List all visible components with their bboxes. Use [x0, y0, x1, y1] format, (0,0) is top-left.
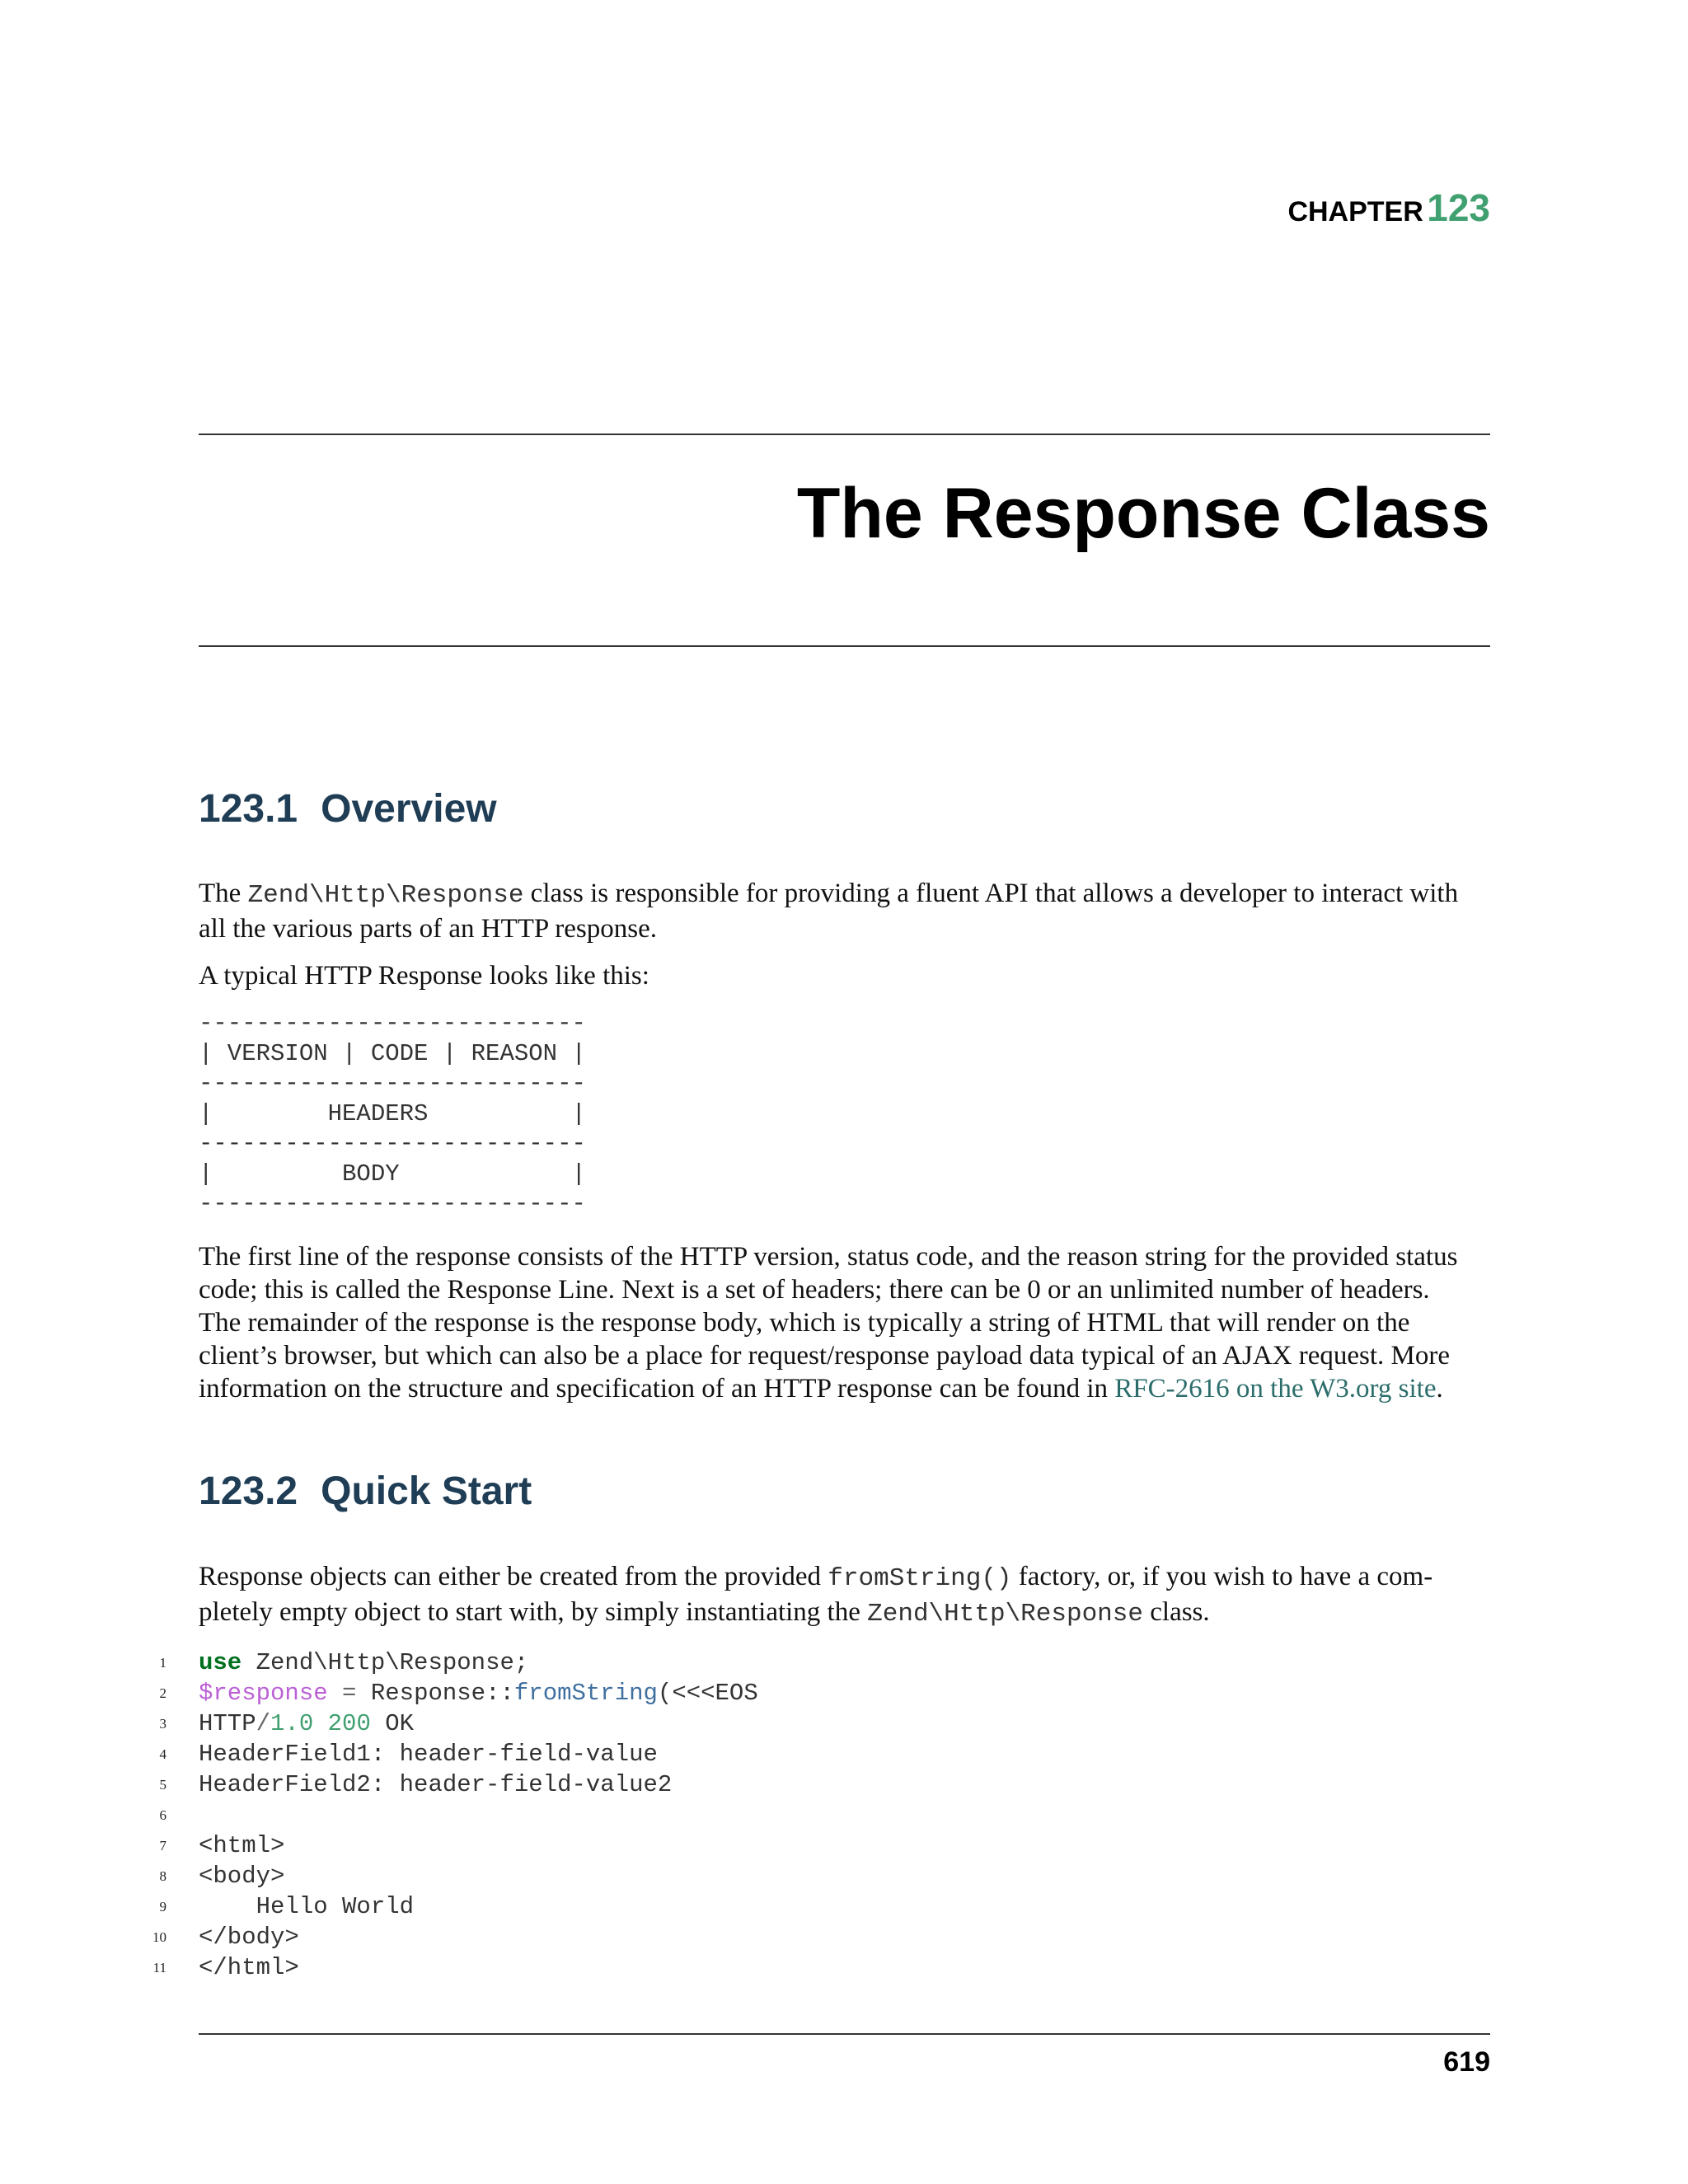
code-line: [0, 1952, 1490, 1983]
code-line: [0, 1769, 1490, 1800]
line-number: 2: [159, 1685, 166, 1701]
line-number: 7: [159, 1838, 166, 1854]
line-number: 10: [152, 1929, 166, 1945]
code-text: OK: [370, 1710, 415, 1737]
line-number: 8: [159, 1868, 166, 1884]
diagram-line: | HEADERS |: [199, 1099, 586, 1127]
page-title: The Response Class: [796, 474, 1490, 553]
inline-code: fromString(): [828, 1564, 1012, 1593]
footer-rule: [199, 2033, 1490, 2035]
code-text: Response::: [370, 1680, 514, 1707]
response-structure-diagram: [199, 1009, 586, 1220]
code-line: [0, 1922, 1490, 1952]
operator: =: [327, 1680, 371, 1707]
function-name: fromString: [513, 1680, 658, 1707]
overview-paragraph-2: A typical HTTP Response looks like this:: [199, 961, 649, 991]
text: .: [1436, 1374, 1443, 1404]
code-line: [0, 1678, 1490, 1708]
code-text: </body>: [199, 1924, 299, 1951]
text: code; this is called the Response Line. Next is a set of headers; there can be 0 or an unlimited number of headers.: [199, 1275, 1430, 1305]
section-title: Overview: [321, 787, 497, 831]
section-number: 123.2: [199, 1469, 298, 1513]
text: The first line of the response consists of the HTTP version, status code, and the reason string for the provided status: [199, 1242, 1458, 1272]
text: information on the structure and specification of an HTTP response can be found in: [199, 1374, 1115, 1404]
page-number: 619: [1443, 2046, 1490, 2078]
text: class is responsible for providing a fluent API that allows a developer to interact with: [523, 879, 1459, 908]
chapter-number: 123: [1427, 186, 1490, 229]
code-text: HeaderField1: header-field-value: [199, 1741, 658, 1768]
code-text: HeaderField2: header-field-value2: [199, 1771, 673, 1798]
section-title: Quick Start: [321, 1469, 532, 1513]
code-line: [0, 1830, 1490, 1861]
diagram-line: ---------------------------: [199, 1130, 586, 1157]
diagram-line: | BODY |: [199, 1160, 586, 1188]
text: all the various parts of an HTTP response.: [199, 914, 657, 944]
variable: $response: [199, 1680, 328, 1707]
number-literal: 1.0: [270, 1710, 314, 1737]
diagram-line: ---------------------------: [199, 1190, 586, 1217]
code-line: [0, 1800, 1490, 1830]
chapter-label: [1287, 185, 1490, 230]
code-text: <body>: [199, 1863, 285, 1890]
keyword: use: [199, 1649, 242, 1676]
code-line: [0, 1647, 1490, 1678]
line-number: 9: [159, 1899, 166, 1915]
line-number: 1: [159, 1655, 166, 1671]
section-heading-quick-start: [199, 1469, 532, 1513]
section-number: 123.1: [199, 787, 298, 831]
line-number: 3: [159, 1716, 166, 1732]
diagram-line: ---------------------------: [199, 1010, 586, 1037]
code-line: [0, 1861, 1490, 1891]
text: client’s browser, but which can also be a place for request/response payload data typical of an AJAX request. More: [199, 1341, 1451, 1371]
title-rule-bottom: [199, 645, 1490, 647]
code-listing: [0, 1647, 1490, 1983]
line-number: 5: [159, 1777, 166, 1793]
diagram-line: ---------------------------: [199, 1070, 586, 1097]
text: pletely empty object to start with, by simply instantiating the: [199, 1597, 868, 1627]
inline-code: Zend\Http\Response: [247, 881, 524, 910]
section-heading-overview: [199, 787, 497, 831]
text: class.: [1143, 1597, 1210, 1627]
code-text: </html>: [199, 1954, 299, 1981]
line-number: 6: [159, 1807, 166, 1823]
operator: /: [256, 1710, 271, 1737]
code-line: [0, 1739, 1490, 1769]
number-literal: 200: [327, 1710, 371, 1737]
title-rule-top: [199, 434, 1490, 435]
line-number: 11: [152, 1960, 166, 1975]
line-number: 4: [159, 1746, 166, 1762]
code-text: Zend\Http\Response;: [241, 1649, 529, 1676]
text: factory, or, if you wish to have a com-: [1011, 1562, 1433, 1591]
code-text: (<<<EOS: [657, 1680, 758, 1707]
text: The remainder of the response is the response body, which is typically a string of HTML that will render on the: [199, 1308, 1410, 1338]
diagram-line: | VERSION | CODE | REASON |: [199, 1039, 586, 1067]
text: Response objects can either be created from the provided: [199, 1562, 828, 1591]
code-text: <html>: [199, 1832, 285, 1859]
code-text: HTTP: [199, 1710, 256, 1737]
code-text: Hello World: [199, 1893, 415, 1920]
code-text: [313, 1710, 327, 1737]
text: The: [199, 879, 248, 908]
rfc-2616-link[interactable]: RFC-2616 on the W3.org site: [1114, 1374, 1437, 1404]
quickstart-paragraph: [199, 1560, 1490, 1631]
chapter-word: CHAPTER: [1287, 196, 1423, 227]
overview-paragraph-3: [199, 1240, 1490, 1405]
inline-code: Zend\Http\Response: [867, 1600, 1143, 1629]
overview-paragraph-1: [199, 877, 1490, 945]
code-line: [0, 1891, 1490, 1922]
code-line: [0, 1708, 1490, 1739]
